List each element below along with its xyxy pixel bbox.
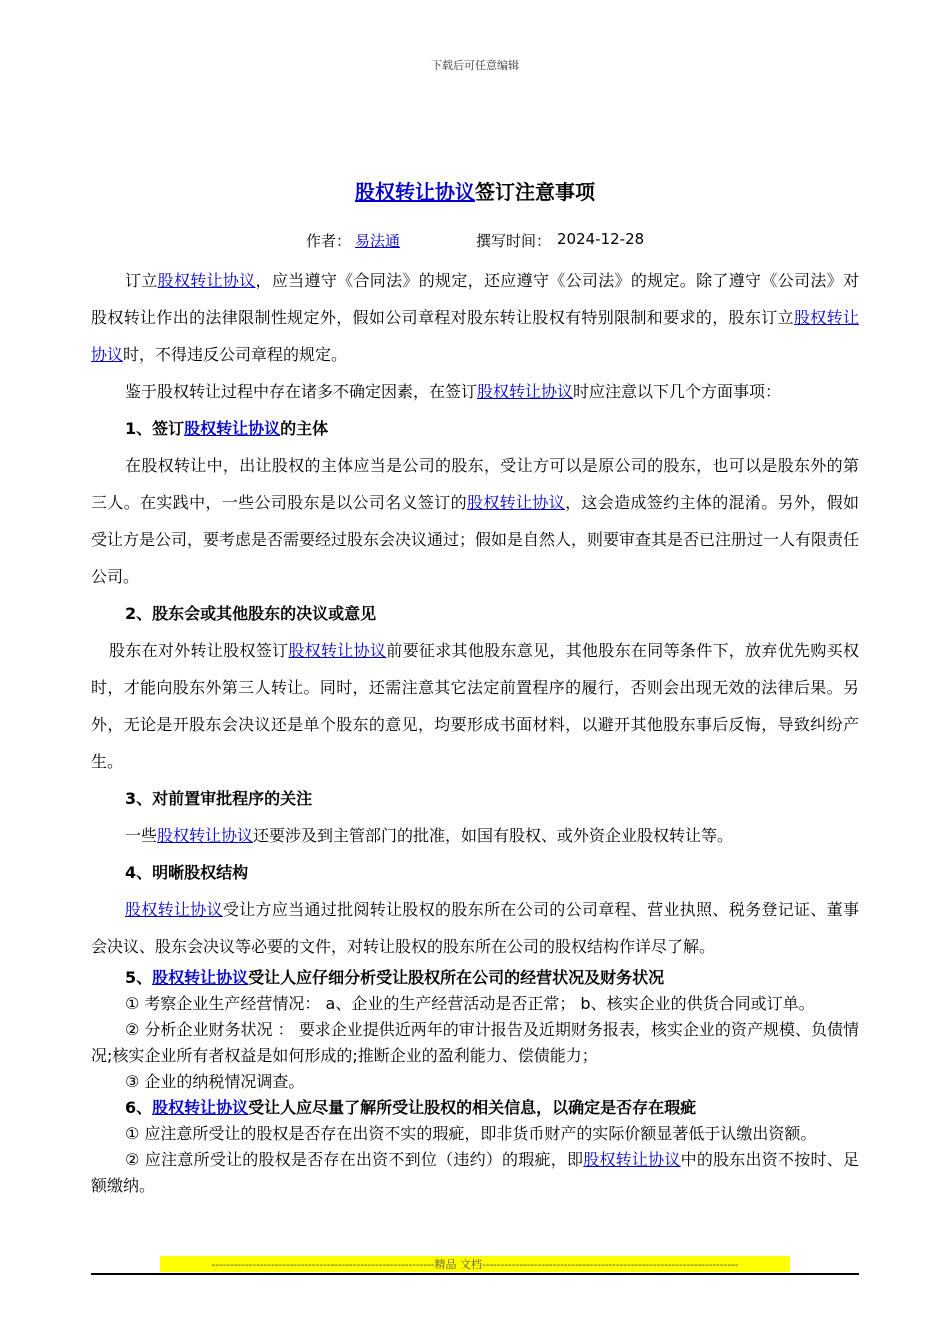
- section-heading-5: [91, 965, 859, 991]
- paragraph: [91, 262, 859, 373]
- text-span: 还要涉及到主管部门的批准，如国有股权、或外资企业股权转让等。: [253, 826, 734, 845]
- author-link[interactable]: 易法通: [355, 232, 401, 250]
- heading-text: 受让人应尽量了解所受让股权的相关信息，以确定是否存在瑕疵: [248, 1098, 697, 1117]
- page-header-note: 下载后可任意编辑: [431, 59, 519, 72]
- heading-text: 6、: [125, 1098, 153, 1117]
- heading-text: 的主体: [280, 419, 329, 438]
- section-heading-2: 2、股东会或其他股东的决议或意见: [125, 604, 377, 623]
- paragraph: [91, 632, 859, 780]
- text-span: 订立: [125, 271, 158, 290]
- paragraph: [91, 891, 859, 965]
- footer-divider: [91, 1273, 859, 1275]
- heading-text: 5、: [125, 968, 153, 987]
- agreement-link[interactable]: 股权转让协议: [466, 493, 566, 512]
- section-heading-4: 4、明晰股权结构: [125, 863, 249, 882]
- title-link[interactable]: 股权转让协议: [355, 180, 475, 204]
- agreement-link[interactable]: 股权转让协议: [152, 968, 249, 987]
- text-span: 前要征求其他股东意见，其他股东在同等条件下，放弃优先购买权时，才能向股东外第三人转让。同时，还需注意其它法定前置程序的履行，否则会出现无效的法律后果。另外，无论是开股东会决议还是单个股东的意见，均要形成书面材料，以避开其他股东事后反悔，导致纠纷产生。: [91, 641, 859, 771]
- paragraph: [91, 373, 859, 410]
- text-span: ② 应注意所受让的股权是否存在出资不到位（违约）的瑕疵，即: [125, 1150, 584, 1169]
- text-span: ，应当遵守《合同法》的规定，还应遵守《公司法》的规定。除了遵守《公司法》对股权转让作出的法律限制性规定外，假如公司章程对股东转让股权有特别限制和要求的，股东订立: [91, 271, 859, 327]
- section-heading-1: [91, 410, 859, 447]
- agreement-link[interactable]: 股权转让协议: [288, 641, 387, 660]
- text-span: ，这会造成签约主体的混淆。另外，假如受让方是公司，要考虑是否需要经过股东会决议通过；假如是自然人，则要审查其是否已注册过一人有限责任公司。: [91, 493, 860, 586]
- date-value: 2024-12-28: [557, 230, 645, 248]
- text-span: 一些: [125, 826, 158, 845]
- text-span: 受让方应当通过批阅转让股权的股东所在公司的公司章程、营业执照、税务登记证、董事会决议、股东会决议等必要的文件，对转让股权的股东所在公司的股权结构作详尽了解。: [91, 900, 859, 956]
- list-item: ② 分析企业财务状况 ： 要求企业提供近两年的审计报告及近期财务报表，核实企业的资产规模、负债情况;核实企业所有者权益是如何形成的;推断企业的盈利能力、偿债能力；: [91, 1020, 859, 1065]
- section-heading-3: 3、对前置审批程序的关注: [125, 789, 313, 808]
- text-span: 鉴于股权转让过程中存在诸多不确定因素，在签订: [125, 382, 478, 401]
- title-text: 签订注意事项: [475, 180, 595, 204]
- agreement-link[interactable]: 股权转让协议: [184, 419, 281, 438]
- agreement-link[interactable]: 股权转让协议: [91, 308, 859, 364]
- agreement-link[interactable]: 股权转让协议: [477, 382, 574, 401]
- date-label: 撰写时间：: [476, 232, 552, 250]
- text-span: 股东在对外转让股权签订: [109, 641, 289, 660]
- agreement-link[interactable]: 股权转让协议: [125, 900, 223, 919]
- text-span: 时应注意以下几个方面事项：: [573, 382, 782, 401]
- footer-watermark: ------------------------------------------------------------精品 文档---------------------------------------------------------------------: [160, 1256, 790, 1272]
- author-label: 作者：: [306, 232, 352, 250]
- article-body: [91, 262, 859, 1199]
- section-heading-6: [91, 1095, 859, 1121]
- list-item: ③ 企业的纳税情况调查。: [125, 1072, 305, 1091]
- heading-text: 受让人应仔细分析受让股权所在公司的经营状况及财务状况: [248, 968, 665, 987]
- paragraph: [91, 447, 859, 595]
- list-item: [91, 1147, 859, 1199]
- page-title: [0, 176, 950, 205]
- heading-text: 1、签订: [125, 419, 185, 438]
- text-span: 时，不得违反公司章程的规定。: [123, 345, 348, 364]
- list-item: ① 考察企业生产经营情况： a、企业的生产经营活动是否正常； b、核实企业的供货合同或订单。: [125, 994, 815, 1013]
- agreement-link[interactable]: 股权转让协议: [152, 1098, 249, 1117]
- text-span: 中的股东出资不按时、足额缴纳。: [91, 1150, 859, 1195]
- paragraph: [91, 817, 859, 854]
- text-span: 在股权转让中，出让股权的主体应当是公司的股东，受让方可以是原公司的股东，也可以是股东外的第三人。在实践中，一些公司股东是以公司名义签订的: [91, 456, 859, 512]
- agreement-link[interactable]: 股权转让协议: [583, 1150, 681, 1169]
- agreement-link[interactable]: 股权转让协议: [157, 271, 256, 290]
- list-item: ① 应注意所受让的股权是否存在出资不实的瑕疵，即非货币财产的实际价额显著低于认缴出资额。: [125, 1124, 817, 1143]
- agreement-link[interactable]: 股权转让协议: [157, 826, 254, 845]
